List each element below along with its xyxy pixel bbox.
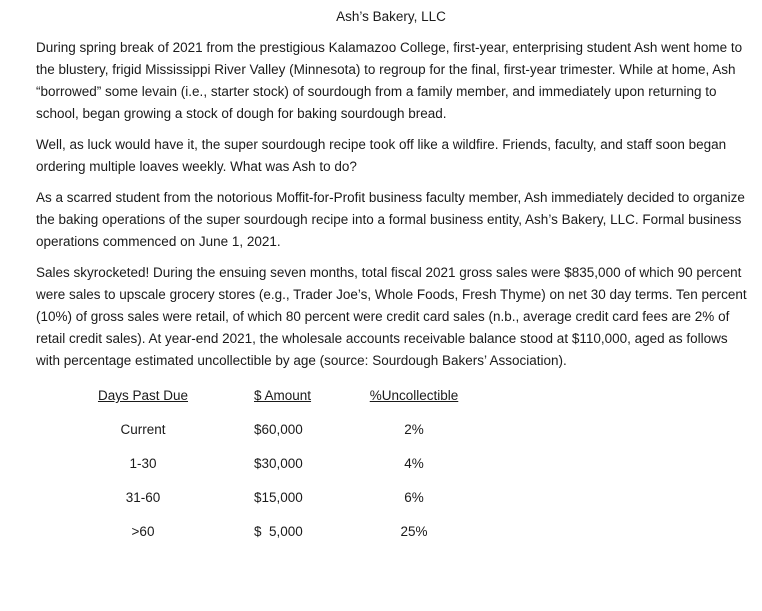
table-row xyxy=(36,420,746,454)
amount-cell: $30,000 xyxy=(254,456,303,471)
paragraph-growth: Well, as luck would have it, the super sourdough recipe took off like a wildfire. Friends, faculty, and staff soon began ordering multiple loaves weekly. What was Ash to do? xyxy=(36,137,727,174)
amount-cell: $15,000 xyxy=(254,490,303,505)
days-past-due-cell: 1-30 xyxy=(129,456,157,471)
days-past-due-cell: Current xyxy=(120,422,166,437)
uncollectible-cell: 2% xyxy=(404,422,424,437)
uncollectible-cell: 4% xyxy=(404,456,424,471)
paragraph-formation: As a scarred student from the notorious Moffit-for-Profit business faculty member, Ash immediately decided to organize the baking operations of the super sourdough recipe into a formal business entity, Ash’s Bakery, LLC. Formal business operations commenced on June 1, 2021. xyxy=(36,190,745,249)
amount-cell: $60,000 xyxy=(254,422,303,437)
amount-cell: $ 5,000 xyxy=(254,524,303,539)
uncollectible-cell: 25% xyxy=(400,524,428,539)
aging-table-header xyxy=(36,386,746,420)
paragraph-background: During spring break of 2021 from the prestigious Kalamazoo College, first-year, enterprising student Ash went home to the blustery, frigid Mississippi River Valley (Minnesota) to regroup for the final, first-year trimester. While at home, Ash “borrowed” some levain (i.e., starter stock) of sourdough from a family member, and immediately upon returning to school, began growing a stock of dough for baking sourdough bread. xyxy=(36,40,743,121)
aging-table xyxy=(36,386,746,556)
table-row xyxy=(36,522,746,556)
document-title: Ash’s Bakery, LLC xyxy=(336,9,446,24)
uncollectible-cell: 6% xyxy=(404,490,424,505)
header-amount: $ Amount xyxy=(254,388,312,403)
table-row xyxy=(36,488,746,522)
days-past-due-cell: 31-60 xyxy=(125,490,161,505)
table-row xyxy=(36,454,746,488)
paragraph-sales: Sales skyrocketed! During the ensuing seven months, total fiscal 2021 gross sales were $835,000 of which 90 percent were sales to upscale grocery stores (e.g., Trader Joe’s, Whole Foods, Fresh Thyme) on net 30 day terms. Ten percent (10%) of gross sales were retail, of which 80 percent were credit card sales (n.b., average credit card fees are 2% of retail credit sales). At year-end 2021, the wholesale accounts receivable balance stood at $110,000, aged as follows with percentage estimated uncollectible by age (source: Sourdough Bakers’ Association). xyxy=(36,265,747,368)
days-past-due-cell: >60 xyxy=(131,524,155,539)
header-days-past-due: Days Past Due xyxy=(97,388,189,403)
header-uncollectible: %Uncollectible xyxy=(369,388,459,403)
